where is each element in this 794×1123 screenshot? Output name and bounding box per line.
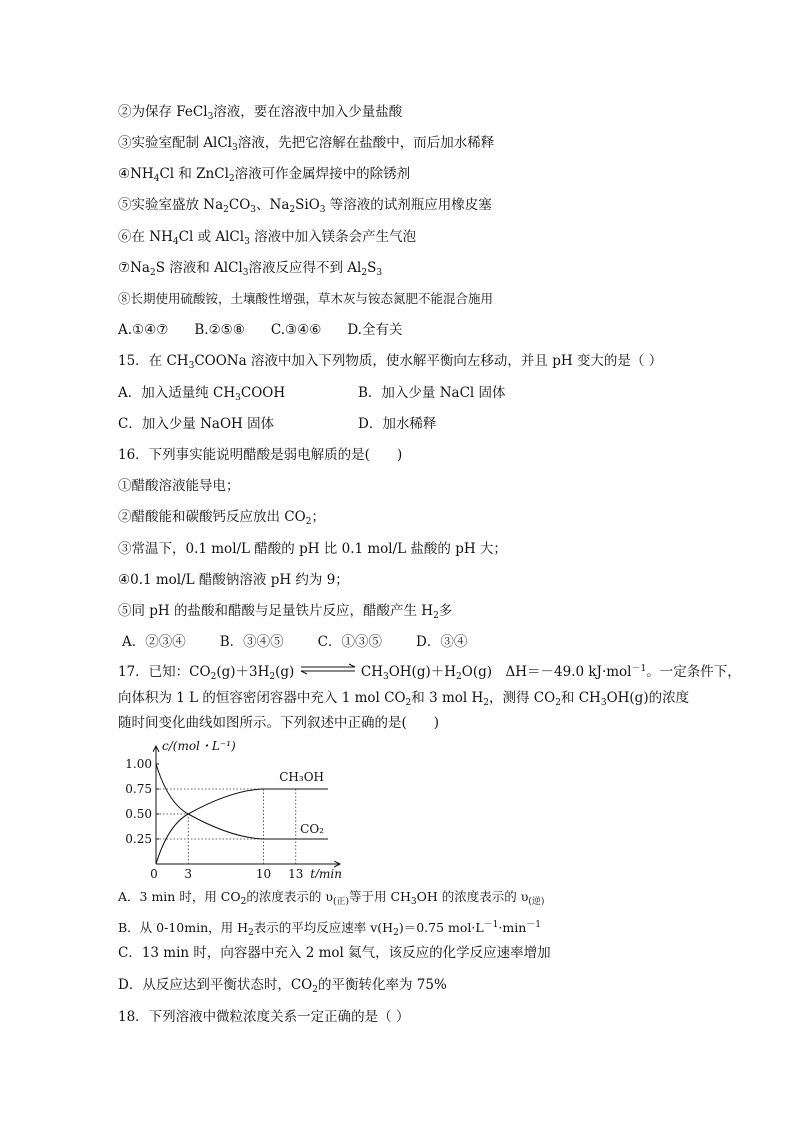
q14-option-a[interactable]: A.①④⑦	[118, 322, 169, 338]
q15-option-c[interactable]: C．加入少量 NaOH 固体	[118, 416, 275, 432]
q17-line-2: 向体积为 1 L 的恒容密闭容器中充入 1 mol $CO_2$和 3 mol $H_2$，测得 $CO_2$和 $CH_3OH(g)$的浓度	[118, 690, 690, 708]
q14-option-b[interactable]: B.②⑤⑧	[194, 322, 245, 338]
item-7: $⑦Na_2S$ 溶液和 AlCl$_3$溶液反应得不到 $Al_2S_3$	[118, 260, 383, 278]
x-tick-label: 10	[255, 867, 272, 878]
q17-option-d[interactable]: D．从反应达到平衡状态时，$CO_2$的平衡转化率为 75%	[118, 977, 447, 995]
q14-option-d[interactable]: D.全有关	[347, 322, 403, 338]
series-label-ch3oh: CH₃OH	[279, 770, 324, 784]
q15-options-ab	[118, 384, 506, 407]
q15-stem: 15．在 $CH_3COONa$ 溶液中加入下列物质，使水解平衡向左移动，并且 pH 变大的是（ ）	[118, 353, 663, 371]
equilibrium-arrow-icon	[299, 663, 357, 675]
q16-option-b[interactable]: B．③④⑤	[219, 634, 284, 650]
y-tick-label: 0.50	[125, 807, 152, 821]
q16-statement-4: ④0.1 mol/L 醋酸钠溶液 pH 约为 9；	[118, 572, 349, 588]
item-8: ⑧长期使用硫酸铵，土壤酸性增强，草木灰与铵态氮肥不能混合施用	[118, 291, 494, 306]
q16-statement-2: ②醋酸能和碳酸钙反应放出 $CO_2$；	[118, 509, 325, 527]
q17-option-c[interactable]: C．13 min 时，向容器中充入 2 mol 氦气，该反应的化学反应速率增加	[118, 945, 551, 961]
q16-statement-5: ⑤同 pH 的盐酸和醋酸与足量铁片反应，醋酸产生 $H_2$多	[118, 603, 453, 621]
q15-option-d[interactable]: D．加水稀释	[358, 416, 437, 432]
q15-option-b[interactable]: B．加入少量 NaCl 固体	[358, 385, 506, 401]
x-tick-label: 3	[184, 867, 193, 878]
y-tick-label: 0.75	[125, 782, 152, 796]
q16-options	[122, 633, 493, 651]
q18-stem: 18．下列溶液中微粒浓度关系一定正确的是（ ）	[118, 1009, 410, 1025]
item-2: ②为保存 FeCl$_3$溶液，要在溶液中加入少量盐酸	[118, 104, 403, 122]
q16-statement-1: ①醋酸溶液能导电；	[118, 478, 240, 494]
y-axis-label: c/(mol・L⁻¹)	[162, 739, 236, 753]
q14-option-c[interactable]: C.③④⑥	[270, 322, 322, 338]
q16-option-c[interactable]: C．①③⑤	[317, 634, 383, 650]
q17-option-a[interactable]: A．3 min 时，用 $CO_2$的浓度表示的 $\upsilon_{(正)}$等于用 $CH_3OH$ 的浓度表示的 $\upsilon_{(逆)}$	[118, 889, 545, 907]
q17-option-b[interactable]: B．从 0-10min，用 $H_2$表示的平均反应速率 $v(H_2)=0.75$ $mol\cdot L^{-1}\cdot\min^{-1}$	[118, 920, 542, 938]
item-6: ⑥在 $NH_4Cl$ 或 AlCl$_3$ 溶液中加入镁条会产生气泡	[118, 229, 417, 247]
y-tick-label: 0.25	[125, 832, 152, 846]
q14-options	[118, 321, 428, 339]
q15-options-cd	[118, 415, 436, 433]
q17-line-3: 随时间变化曲线如图所示。下列叙述中正确的是( )	[118, 715, 440, 731]
item-5: ⑤实验室盛放 $Na_2CO_3$、$Na_2SiO_3$ 等溶液的试剂瓶应用橡皮塞	[118, 197, 492, 215]
concentration-time-chart	[118, 738, 348, 878]
x-tick-label: 13	[288, 867, 304, 878]
series-label-co2: CO₂	[300, 822, 324, 836]
item-4: $④NH_4Cl$ 和 ZnCl$_2$溶液可作金属焊接中的除锈剂	[118, 166, 411, 184]
q15-option-a[interactable]: A．加入适量纯 $CH_3COOH$	[118, 385, 286, 403]
q16-option-a[interactable]: A．②③④	[122, 634, 186, 650]
q16-option-d[interactable]: D．③④	[416, 634, 468, 650]
q16-statement-3: ③常温下，0.1 mol/L 醋酸的 pH 比 0.1 mol/L 盐酸的 pH 大；	[118, 541, 507, 557]
x-tick-label: 0	[150, 867, 158, 878]
x-axis-label: t/min	[310, 867, 342, 878]
q17-line-1: 17．已知：$CO_2(g)+3H_2(g)$ $CH_3OH(g)+H_2O(g)$ ΔH＝－49.0 kJ·mol$^{-1}$。一定条件下，	[118, 664, 741, 682]
q16-stem: 16．下列事实能说明醋酸是弱电解质的是( )	[118, 447, 403, 463]
y-tick-label: 1.00	[125, 757, 152, 771]
item-3: ③实验室配制 AlCl$_3$溶液，先把它溶解在盐酸中，而后加水稀释	[118, 135, 495, 153]
